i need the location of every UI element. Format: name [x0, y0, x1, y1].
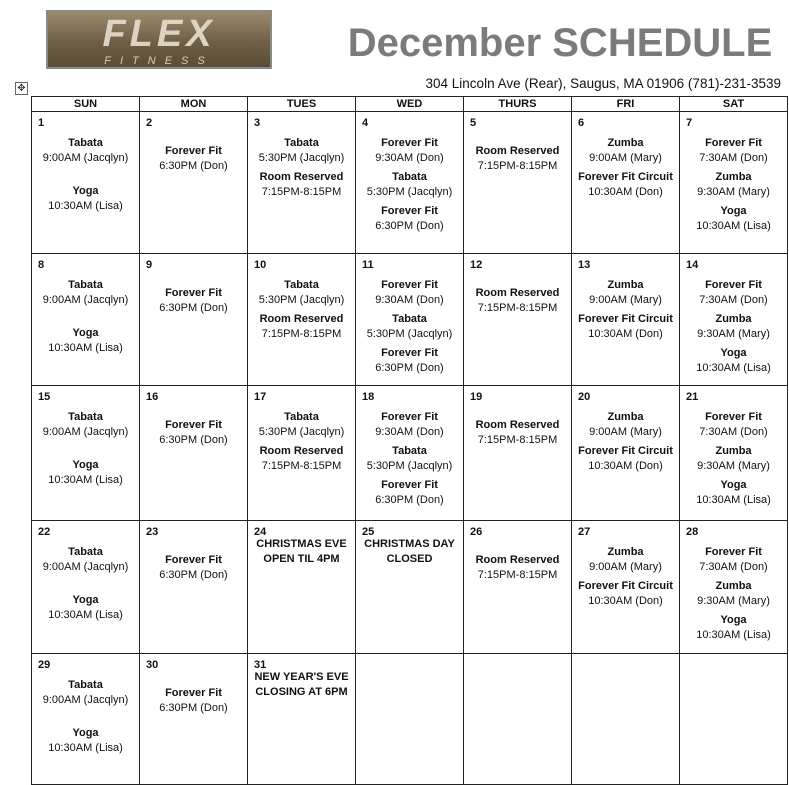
class-name: Tabata	[284, 279, 319, 291]
day-number: 25	[362, 526, 375, 538]
day-cell[interactable]	[572, 654, 680, 785]
day-cell[interactable]	[356, 112, 464, 254]
class-name: Forever Fit	[381, 411, 438, 423]
class-time: 10:30AM (Lisa)	[696, 494, 771, 506]
class-list	[140, 112, 247, 174]
class-time: 9:00AM (Mary)	[589, 426, 662, 438]
class-time: 7:15PM-8:15PM	[477, 302, 558, 314]
class-name: Tabata	[68, 137, 103, 149]
week-row	[32, 386, 788, 521]
class-name: Yoga	[72, 459, 99, 471]
class-time: 7:15PM-8:15PM	[477, 569, 558, 581]
holiday-notice-line: OPEN TIL 4PM	[263, 553, 340, 565]
day-cell[interactable]	[356, 386, 464, 521]
day-cell[interactable]	[140, 254, 248, 386]
class-time: 6:30PM (Don)	[159, 302, 228, 314]
day-cell[interactable]	[32, 254, 140, 386]
class-time: 6:30PM (Don)	[159, 569, 228, 581]
day-number: 16	[146, 391, 159, 403]
class-time: 9:30AM (Don)	[375, 426, 444, 438]
class-name: Zumba	[715, 313, 752, 325]
class-name: Tabata	[392, 171, 427, 183]
class-list	[572, 112, 679, 200]
weekday-header: SUN	[32, 97, 140, 112]
class-name: Tabata	[392, 313, 427, 325]
day-cell[interactable]	[248, 386, 356, 521]
class-name: Room Reserved	[259, 171, 344, 183]
class-time: 9:00AM (Jacqlyn)	[42, 561, 129, 573]
day-cell[interactable]	[32, 112, 140, 254]
day-number: 27	[578, 526, 591, 538]
class-time: 10:30AM (Lisa)	[48, 609, 123, 621]
day-cell[interactable]	[572, 521, 680, 654]
holiday-notice-line: CLOSING AT 6PM	[255, 686, 348, 698]
class-time: 9:00AM (Jacqlyn)	[42, 694, 129, 706]
class-time: 5:30PM (Jacqlyn)	[366, 460, 453, 472]
day-cell[interactable]	[140, 112, 248, 254]
class-name: Forever Fit	[165, 687, 222, 699]
class-time: 7:15PM-8:15PM	[261, 328, 342, 340]
day-cell[interactable]	[464, 521, 572, 654]
day-cell[interactable]	[464, 254, 572, 386]
class-name: Zumba	[607, 279, 644, 291]
class-name: Tabata	[68, 279, 103, 291]
class-name: Forever Fit	[381, 205, 438, 217]
class-name: Tabata	[68, 411, 103, 423]
class-time: 9:00AM (Jacqlyn)	[42, 294, 129, 306]
day-number: 28	[686, 526, 699, 538]
week-row	[32, 254, 788, 386]
weekday-header-row	[32, 97, 788, 112]
weekday-header: SAT	[680, 97, 788, 112]
class-name: Yoga	[72, 185, 99, 197]
class-time: 10:30AM (Lisa)	[696, 629, 771, 641]
holiday-notice-line: CLOSED	[386, 553, 433, 565]
day-cell[interactable]	[140, 386, 248, 521]
day-cell[interactable]	[680, 254, 788, 386]
class-time: 6:30PM (Don)	[375, 494, 444, 506]
day-cell[interactable]	[356, 654, 464, 785]
class-time: 10:30AM (Lisa)	[48, 200, 123, 212]
day-number: 10	[254, 259, 267, 271]
class-list	[464, 112, 571, 174]
class-list	[680, 386, 787, 508]
day-cell[interactable]	[572, 254, 680, 386]
class-name: Zumba	[607, 137, 644, 149]
class-name: Forever Fit	[705, 137, 762, 149]
flex-fitness-logo	[46, 10, 272, 69]
class-name: Room Reserved	[475, 287, 560, 299]
class-name: Forever Fit Circuit	[578, 580, 673, 592]
day-number: 6	[578, 117, 585, 129]
weekday-header: FRI	[572, 97, 680, 112]
class-time: 10:30AM (Lisa)	[48, 742, 123, 754]
class-name: Tabata	[284, 137, 319, 149]
table-move-handle-icon[interactable]: ✥	[15, 82, 28, 95]
day-cell[interactable]	[248, 254, 356, 386]
class-time: 10:30AM (Lisa)	[48, 474, 123, 486]
day-cell[interactable]	[248, 654, 356, 785]
class-name: Yoga	[720, 347, 747, 359]
class-list	[140, 254, 247, 316]
class-name: Forever Fit	[381, 347, 438, 359]
class-name: Forever Fit Circuit	[578, 313, 673, 325]
class-time: 10:30AM (Lisa)	[696, 220, 771, 232]
day-number: 19	[470, 391, 483, 403]
class-list	[248, 112, 355, 200]
class-time: 9:00AM (Jacqlyn)	[42, 152, 129, 164]
day-number: 3	[254, 117, 261, 129]
class-name: Yoga	[72, 327, 99, 339]
day-cell[interactable]	[140, 654, 248, 785]
class-name: Forever Fit	[705, 279, 762, 291]
class-time: 10:30AM (Lisa)	[696, 362, 771, 374]
day-number: 1	[38, 117, 45, 129]
holiday-notice-line: CHRISTMAS EVE	[256, 538, 347, 550]
class-name: Zumba	[715, 445, 752, 457]
day-number: 11	[362, 259, 374, 271]
day-cell[interactable]	[464, 654, 572, 785]
class-list	[680, 521, 787, 643]
day-number: 24	[254, 526, 267, 538]
class-name: Room Reserved	[259, 313, 344, 325]
class-time: 10:30AM (Don)	[588, 186, 663, 198]
class-time: 7:30AM (Don)	[699, 152, 768, 164]
day-cell[interactable]	[248, 521, 356, 654]
day-cell[interactable]	[680, 386, 788, 521]
class-time: 6:30PM (Don)	[375, 362, 444, 374]
class-time: 10:30AM (Don)	[588, 328, 663, 340]
class-list	[680, 254, 787, 376]
class-name: Forever Fit	[381, 279, 438, 291]
day-number: 22	[38, 526, 51, 538]
weekday-header: TUES	[248, 97, 356, 112]
day-number: 26	[470, 526, 483, 538]
page-title: December SCHEDULE	[347, 21, 773, 65]
class-list	[356, 386, 463, 508]
logo-wordmark: FLEX	[102, 13, 216, 55]
day-number: 8	[38, 259, 45, 271]
class-time: 10:30AM (Lisa)	[48, 342, 123, 354]
day-cell[interactable]	[32, 521, 140, 654]
class-name: Forever Fit	[165, 145, 222, 157]
class-time: 9:00AM (Mary)	[589, 294, 662, 306]
class-name: Tabata	[68, 679, 103, 691]
day-cell[interactable]	[572, 386, 680, 521]
address-line: 304 Lincoln Ave (Rear), Saugus, MA 01906 (781)-231-3539	[425, 76, 781, 91]
day-number: 31	[254, 659, 267, 671]
day-cell[interactable]	[248, 112, 356, 254]
class-name: Forever Fit	[165, 419, 222, 431]
class-time: 9:30AM (Don)	[375, 152, 444, 164]
class-name: Yoga	[720, 205, 747, 217]
class-name: Yoga	[720, 479, 747, 491]
week-row	[32, 112, 788, 254]
day-number: 9	[146, 259, 153, 271]
class-name: Room Reserved	[259, 445, 344, 457]
class-time: 9:30AM (Mary)	[697, 328, 770, 340]
class-name: Yoga	[720, 614, 747, 626]
class-time: 9:00AM (Mary)	[589, 561, 662, 573]
class-time: 7:30AM (Don)	[699, 294, 768, 306]
weekday-header: THURS	[464, 97, 572, 112]
weekday-header: MON	[140, 97, 248, 112]
week-row	[32, 654, 788, 785]
class-time: 9:30AM (Mary)	[697, 595, 770, 607]
day-cell[interactable]	[356, 521, 464, 654]
day-number: 21	[686, 391, 699, 403]
day-cell[interactable]	[464, 112, 572, 254]
class-time: 9:30AM (Don)	[375, 294, 444, 306]
day-cell[interactable]	[32, 386, 140, 521]
class-name: Tabata	[68, 546, 103, 558]
day-number: 7	[686, 117, 693, 129]
day-number: 29	[38, 659, 51, 671]
schedule-calendar	[31, 96, 788, 785]
class-name: Zumba	[607, 411, 644, 423]
class-name: Forever Fit Circuit	[578, 171, 673, 183]
class-name: Forever Fit	[705, 411, 762, 423]
day-number: 14	[686, 259, 699, 271]
class-time: 9:30AM (Mary)	[697, 460, 770, 472]
class-name: Yoga	[72, 727, 99, 739]
class-time: 5:30PM (Jacqlyn)	[366, 186, 453, 198]
class-time: 9:00AM (Mary)	[589, 152, 662, 164]
day-number: 5	[470, 117, 477, 129]
class-name: Forever Fit	[381, 137, 438, 149]
class-time: 5:30PM (Jacqlyn)	[258, 426, 345, 438]
day-cell[interactable]	[680, 521, 788, 654]
class-time: 5:30PM (Jacqlyn)	[258, 152, 345, 164]
class-time: 7:15PM-8:15PM	[261, 460, 342, 472]
class-name: Room Reserved	[475, 419, 560, 431]
class-name: Forever Fit	[165, 287, 222, 299]
class-list	[356, 112, 463, 234]
class-time: 10:30AM (Don)	[588, 595, 663, 607]
class-name: Tabata	[392, 445, 427, 457]
class-name: Room Reserved	[475, 145, 560, 157]
class-list	[356, 254, 463, 376]
class-time: 5:30PM (Jacqlyn)	[366, 328, 453, 340]
class-list	[32, 112, 139, 214]
day-number: 20	[578, 391, 591, 403]
class-name: Forever Fit	[165, 554, 222, 566]
class-name: Zumba	[607, 546, 644, 558]
day-cell[interactable]	[32, 654, 140, 785]
day-cell[interactable]	[140, 521, 248, 654]
day-number: 18	[362, 391, 375, 403]
day-number: 23	[146, 526, 159, 538]
class-time: 7:15PM-8:15PM	[477, 160, 558, 172]
day-cell[interactable]	[572, 112, 680, 254]
holiday-notice-line: NEW YEAR'S EVE	[254, 671, 349, 683]
class-time: 10:30AM (Don)	[588, 460, 663, 472]
class-list	[32, 254, 139, 356]
class-name: Forever Fit Circuit	[578, 445, 673, 457]
weekday-header: WED	[356, 97, 464, 112]
class-time: 6:30PM (Don)	[159, 160, 228, 172]
class-name: Forever Fit	[705, 546, 762, 558]
day-number: 15	[38, 391, 51, 403]
class-time: 6:30PM (Don)	[159, 702, 228, 714]
class-list	[680, 112, 787, 234]
day-number: 4	[362, 117, 369, 129]
class-time: 7:30AM (Don)	[699, 426, 768, 438]
class-time: 5:30PM (Jacqlyn)	[258, 294, 345, 306]
class-name: Tabata	[284, 411, 319, 423]
day-number: 17	[254, 391, 267, 403]
class-name: Yoga	[72, 594, 99, 606]
day-number: 12	[470, 259, 483, 271]
day-number: 30	[146, 659, 159, 671]
day-cell[interactable]	[464, 386, 572, 521]
class-time: 7:15PM-8:15PM	[261, 186, 342, 198]
class-time: 9:00AM (Jacqlyn)	[42, 426, 129, 438]
class-name: Room Reserved	[475, 554, 560, 566]
day-cell[interactable]	[356, 254, 464, 386]
class-time: 9:30AM (Mary)	[697, 186, 770, 198]
day-cell[interactable]	[680, 654, 788, 785]
day-cell[interactable]	[680, 112, 788, 254]
class-time: 6:30PM (Don)	[159, 434, 228, 446]
class-name: Forever Fit	[381, 479, 438, 491]
day-number: 13	[578, 259, 591, 271]
class-time: 6:30PM (Don)	[375, 220, 444, 232]
day-number: 2	[146, 117, 153, 129]
class-name: Zumba	[715, 580, 752, 592]
class-name: Zumba	[715, 171, 752, 183]
class-time: 7:15PM-8:15PM	[477, 434, 558, 446]
logo-subtitle: FITNESS	[104, 55, 214, 67]
holiday-notice-line: CHRISTMAS DAY	[364, 538, 455, 550]
week-row	[32, 521, 788, 654]
class-time: 7:30AM (Don)	[699, 561, 768, 573]
